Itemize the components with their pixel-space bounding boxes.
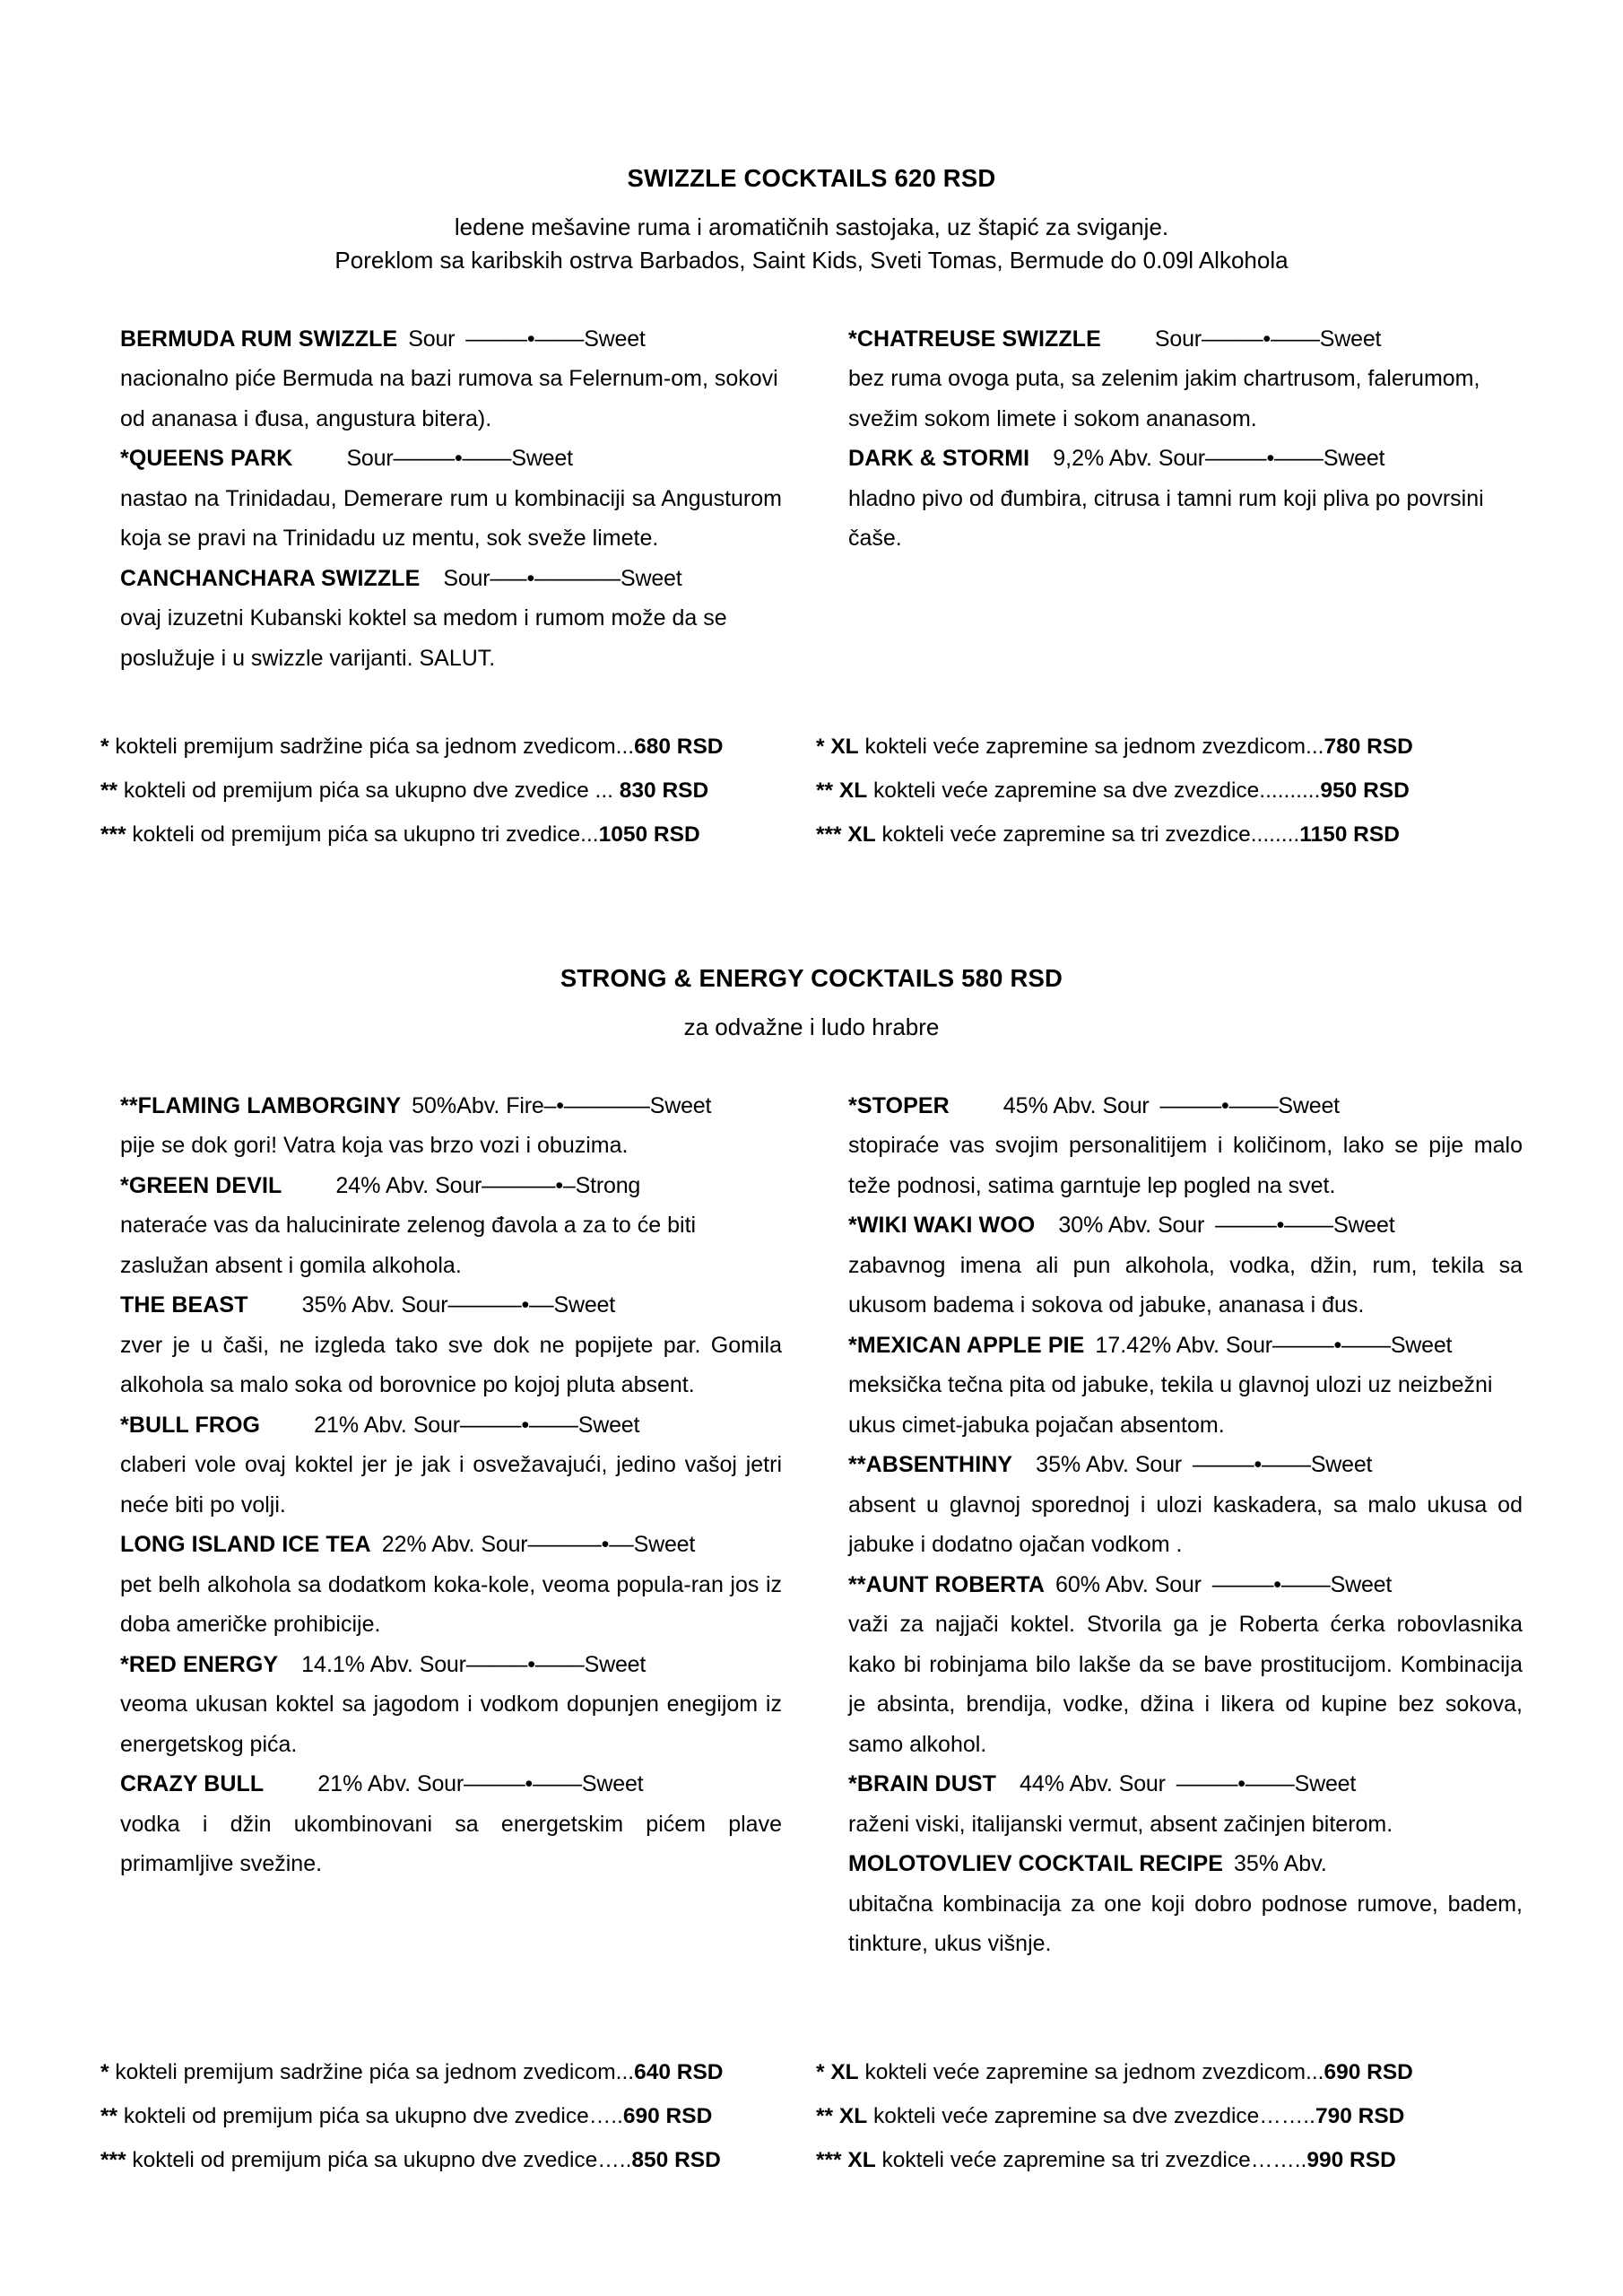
menu-entry xyxy=(848,1086,1523,1206)
menu-entry xyxy=(848,1565,1523,1765)
taste-scale-left-label: Sour xyxy=(419,1651,466,1677)
price-notes-right xyxy=(816,2050,1523,2182)
price-note-stars: *** xyxy=(100,2147,126,2172)
menu-entry-abv: 17.42% Abv. xyxy=(1095,1332,1219,1358)
menu-entry xyxy=(120,1405,782,1526)
menu-entry-description: stopiraće vas svojim personalitijem i količinom, lako se pije malo teže podnosi, satima garntuje lep pogled na svet. xyxy=(848,1133,1523,1198)
menu-entry-abv: 45% Abv. xyxy=(1002,1092,1097,1118)
taste-scale-right-label: Sweet xyxy=(1319,326,1382,352)
price-note-text: kokteli od premijum pića sa ukupno dve zvedice ... xyxy=(117,778,620,804)
taste-scale-right-label: Sweet xyxy=(1330,1571,1393,1597)
price-note-text: kokteli premijum sadržine pića sa jednom zvedicom... xyxy=(108,2059,635,2084)
price-note-text: kokteli veće zapremine sa jednom zvezdicom... xyxy=(858,2059,1324,2084)
menu-entry-description: absent u glavnoj sporednoj i ulozi kaskadera, sa malo ukusa od jabuke i dodatno ojačan vodkom . xyxy=(848,1492,1523,1558)
taste-scale-left-label: Sour xyxy=(1225,1332,1272,1358)
section-header-strong-energy xyxy=(100,966,1523,1044)
menu-entry-abv: 22% Abv. xyxy=(381,1532,475,1558)
menu-entry-description: ubitačna kombinacija za one koji dobro podnose rumove, badem, tinkture, ukus višnje. xyxy=(848,1891,1523,1957)
price-note-stars: *** xyxy=(815,822,842,848)
menu-entry xyxy=(120,1285,782,1405)
menu-entry-header xyxy=(120,1285,782,1326)
menu-entry-name: *STOPER xyxy=(848,1092,950,1118)
price-note-size-label: XL xyxy=(841,2147,876,2172)
taste-scale-marker: –––––•–––– xyxy=(1204,446,1324,472)
menu-entry-abv: 21% Abv. xyxy=(317,1771,412,1797)
section-header-swizzle xyxy=(100,166,1523,278)
menu-entry xyxy=(848,1844,1523,1964)
price-note-text: kokteli veće zapremine sa tri zvezdice........ xyxy=(875,822,1300,848)
menu-entry-abv: 35% Abv. xyxy=(301,1292,395,1318)
taste-scale-right-label: Sweet xyxy=(1310,1452,1373,1478)
menu-entry-name: *GREEN DEVIL xyxy=(120,1172,282,1198)
price-note-stars: ** xyxy=(815,778,834,804)
taste-scale-marker: –––––•–––– xyxy=(1215,1213,1333,1239)
taste-scale-marker: –––––•–––– xyxy=(1159,1092,1279,1118)
menu-entry-name: **AUNT ROBERTA xyxy=(848,1571,1045,1597)
price-note-line xyxy=(100,725,816,769)
menu-entry-name: DARK & STORMI xyxy=(848,446,1030,472)
menu-entry xyxy=(120,1525,782,1645)
price-note-size-label: XL xyxy=(824,2059,859,2084)
section-body-swizzle xyxy=(100,319,1523,679)
menu-entry-name: *WIKI WAKI WOO xyxy=(848,1213,1036,1239)
taste-scale-left-label: Sour xyxy=(346,446,394,472)
taste-scale-left-label: Sour xyxy=(417,1771,464,1797)
menu-entry-header xyxy=(848,1445,1523,1485)
price-note-size-label: XL xyxy=(833,778,868,804)
menu-entry-name: THE BEAST xyxy=(120,1292,248,1318)
price-note-price: 690 RSD xyxy=(1324,2059,1413,2084)
menu-entry-name: *BRAIN DUST xyxy=(848,1771,996,1797)
taste-scale-right-label: Sweet xyxy=(1323,446,1385,472)
taste-scale-right-label: Sweet xyxy=(511,446,573,472)
price-note-line xyxy=(816,2138,1523,2182)
price-note-stars: ** xyxy=(100,2103,118,2128)
menu-entry-header xyxy=(848,1844,1523,1884)
menu-entry-description: zabavnog imena ali pun alkohola, vodka, džin, rum, tekila sa ukusom badema i sokova od jabuke, ananasa i đus. xyxy=(848,1252,1523,1318)
price-notes-left xyxy=(100,2050,816,2182)
section-body-strong-energy xyxy=(100,1086,1523,1964)
menu-entry-name: BERMUDA RUM SWIZZLE xyxy=(120,326,398,352)
price-note-line xyxy=(816,725,1523,769)
taste-scale-right-label: Sweet xyxy=(1390,1332,1453,1358)
taste-scale-marker: –––––•–––– xyxy=(1201,326,1320,352)
section-spacer xyxy=(100,857,1523,966)
section-subtitle-line-2: Poreklom sa karibskih ostrva Barbados, Saint Kids, Sveti Tomas, Bermude do 0.09l Alkohola xyxy=(334,247,1289,274)
menu-entry xyxy=(120,439,782,559)
price-note-price: 1050 RSD xyxy=(598,822,700,848)
column-right xyxy=(841,1086,1523,1964)
price-note-text: kokteli veće zapremine sa dve zvezdice…….. xyxy=(867,2103,1315,2128)
section-title: STRONG & ENERGY COCKTAILS 580 RSD xyxy=(560,964,1063,993)
price-notes-swizzle xyxy=(100,725,1523,857)
price-note-price: 680 RSD xyxy=(634,735,724,760)
price-note-size-label: XL xyxy=(824,735,859,760)
menu-entry-description: vodka i džin ukombinovani sa energetskim pićem plave primamljive svežine. xyxy=(120,1811,782,1877)
menu-entry-header xyxy=(120,439,782,479)
menu-entry-name: *BULL FROG xyxy=(120,1412,261,1438)
taste-scale-marker: ––––––•– xyxy=(482,1172,576,1198)
taste-scale-left-label: Sour xyxy=(408,326,456,352)
price-note-text: kokteli veće zapremine sa jednom zvezdicom... xyxy=(858,735,1324,760)
taste-scale-marker: –––––•–––– xyxy=(464,1771,582,1797)
menu-entry-abv: 50%Abv. xyxy=(412,1092,500,1118)
taste-scale-left-label: Sour xyxy=(443,565,490,591)
menu-entry-header xyxy=(848,1764,1523,1805)
taste-scale-marker: ––––––•–– xyxy=(527,1532,634,1558)
menu-entry xyxy=(120,1086,782,1166)
price-note-stars: * xyxy=(815,2059,825,2084)
price-note-line xyxy=(100,2050,816,2094)
menu-entry-abv: 35% Abv. xyxy=(1036,1452,1129,1478)
menu-entry-header xyxy=(120,559,782,599)
menu-entry xyxy=(848,1764,1523,1844)
price-note-line xyxy=(816,769,1523,813)
section-title: SWIZZLE COCKTAILS 620 RSD xyxy=(627,164,996,192)
price-note-text: kokteli veće zapremine sa tri zvezdice…….. xyxy=(875,2147,1307,2172)
menu-entry-header xyxy=(120,319,782,360)
taste-scale-right-label: Sweet xyxy=(1278,1092,1340,1118)
taste-scale-right-label: Strong xyxy=(575,1172,641,1198)
section-subtitle-line-1: ledene mešavine ruma i aromatičnih sastojaka, uz štapić za sviganje. xyxy=(454,213,1169,240)
menu-entry-description: zver je u čaši, ne izgleda tako sve dok ne popijete par. Gomila alkohola sa malo soka od borovnice po kojoj pluta absent. xyxy=(120,1332,782,1398)
menu-entry-abv: 24% Abv. xyxy=(335,1172,430,1198)
price-note-text: kokteli od premijum pića sa ukupno dve zvedice….. xyxy=(126,2147,632,2172)
menu-entry xyxy=(120,1645,782,1765)
price-note-price: 790 RSD xyxy=(1315,2103,1405,2128)
menu-entry-abv: 21% Abv. xyxy=(314,1412,407,1438)
price-notes-strong-energy xyxy=(100,2050,1523,2182)
menu-entry-description: ovaj izuzetni Kubanski koktel sa medom i rumom može da se poslužuje i u swizzle varijanti. SALUT. xyxy=(120,605,727,671)
section-subtitle-line-1: za odvažne i ludo hrabre xyxy=(683,1013,940,1040)
taste-scale-left-label: Sour xyxy=(1102,1092,1150,1118)
taste-scale-right-label: Sweet xyxy=(584,326,646,352)
price-note-price: 1150 RSD xyxy=(1299,822,1400,848)
menu-entry-description: pet belh alkohola sa dodatkom koka-kole, veoma popula-ran jos iz doba američke prohibicije. xyxy=(120,1571,782,1638)
price-note-line xyxy=(100,2138,816,2182)
menu-entry-header xyxy=(120,1525,782,1565)
menu-entry-header xyxy=(848,319,1523,360)
price-note-stars: *** xyxy=(100,822,126,848)
taste-scale-right-label: Sweet xyxy=(633,1532,696,1558)
menu-entry-header xyxy=(120,1086,782,1126)
price-note-stars: *** xyxy=(815,2147,842,2172)
menu-entry-name: MOLOTOVLIEV COCKTAIL RECIPE xyxy=(848,1851,1224,1877)
taste-scale-left-label: Sour xyxy=(1154,326,1202,352)
menu-entry xyxy=(120,559,782,679)
menu-entry-abv: 9,2% Abv. xyxy=(1053,446,1152,472)
price-note-stars: * xyxy=(100,2059,109,2084)
price-note-text: kokteli od premijum pića sa ukupno dve zvedice….. xyxy=(117,2103,623,2128)
price-note-size-label: XL xyxy=(841,822,876,848)
price-note-price: 780 RSD xyxy=(1324,735,1413,760)
price-note-price: 830 RSD xyxy=(619,778,709,804)
menu-entry-description: nastao na Trinidadau, Demerare rum u kombinaciji sa Angusturom koja se pravi na Trinidadu uz mentu, sok sveže limete. xyxy=(120,485,782,552)
taste-scale-marker: –––––•–––– xyxy=(1211,1571,1331,1597)
menu-entry xyxy=(848,1205,1523,1326)
taste-scale-left-label: Sour xyxy=(1158,446,1205,472)
menu-entry-name: **FLAMING LAMBORGINY xyxy=(120,1092,402,1118)
menu-entry xyxy=(848,1326,1523,1446)
menu-entry xyxy=(848,1445,1523,1565)
menu-entry-description: veoma ukusan koktel sa jagodom i vodkom dopunjen enegijom iz energetskog pića. xyxy=(120,1692,782,1757)
taste-scale-right-label: Sweet xyxy=(620,565,682,591)
menu-entry xyxy=(120,1764,782,1884)
menu-entry-description: pije se dok gori! Vatra koja vas brzo vozi i obuzima. xyxy=(120,1133,629,1159)
menu-entry-header xyxy=(848,1326,1523,1366)
taste-scale-marker: ––––––•–– xyxy=(447,1292,554,1318)
menu-entry-description: claberi vole ovaj koktel jer je jak i osvežavajući, jedino vašoj jetri neće biti po volji. xyxy=(120,1452,782,1518)
menu-entry xyxy=(848,319,1523,439)
taste-scale-left-label: Fire xyxy=(506,1092,544,1118)
taste-scale-marker: –––––•–––– xyxy=(393,446,512,472)
taste-scale-marker: –––––•–––– xyxy=(465,326,585,352)
price-note-line xyxy=(100,813,816,857)
menu-entry-name: *RED ENERGY xyxy=(120,1651,279,1677)
menu-entry-name: LONG ISLAND ICE TEA xyxy=(120,1532,371,1558)
taste-scale-left-label: Sour xyxy=(412,1412,460,1438)
taste-scale-marker: –––––•–––– xyxy=(1176,1771,1295,1797)
menu-entry-name: *MEXICAN APPLE PIE xyxy=(848,1332,1085,1358)
menu-entry-name: CANCHANCHARA SWIZZLE xyxy=(120,565,421,591)
price-notes-right xyxy=(816,725,1523,857)
section-spacer xyxy=(100,1964,1523,2050)
price-note-price: 850 RSD xyxy=(631,2147,721,2172)
column-left xyxy=(100,1086,782,1884)
price-note-price: 990 RSD xyxy=(1306,2147,1396,2172)
taste-scale-right-label: Sweet xyxy=(584,1651,647,1677)
price-note-line xyxy=(100,769,816,813)
taste-scale-left-label: Sour xyxy=(1134,1452,1182,1478)
menu-entry xyxy=(120,1166,782,1286)
taste-scale-right-label: Sweet xyxy=(1294,1771,1357,1797)
menu-entry-description: bez ruma ovoga puta, sa zelenim jakim chartrusom, falerumom, svežim sokom limete i sokom ananasom. xyxy=(848,366,1480,431)
taste-scale-left-label: Sour xyxy=(481,1532,528,1558)
column-right xyxy=(841,319,1523,559)
taste-scale-marker: –––•––––––– xyxy=(490,565,621,591)
taste-scale-right-label: Sweet xyxy=(581,1771,644,1797)
taste-scale-right-label: Sweet xyxy=(649,1092,712,1118)
price-note-line xyxy=(100,2094,816,2138)
taste-scale-marker: –•––––––– xyxy=(543,1092,650,1118)
taste-scale-marker: –––––•–––– xyxy=(1271,1332,1391,1358)
menu-entry-header xyxy=(120,1166,782,1206)
menu-entry-header xyxy=(848,439,1523,479)
taste-scale-marker: –––––•–––– xyxy=(1192,1452,1311,1478)
taste-scale-left-label: Sour xyxy=(1118,1771,1166,1797)
menu-entry-abv: 60% Abv. xyxy=(1055,1571,1149,1597)
taste-scale-left-label: Sour xyxy=(1158,1213,1205,1239)
price-note-stars: * xyxy=(815,735,825,760)
taste-scale-left-label: Sour xyxy=(1154,1571,1202,1597)
menu-entry-description: raženi viski, italijanski vermut, absent začinjen biterom. xyxy=(848,1811,1393,1837)
menu-entry-name: *CHATREUSE SWIZZLE xyxy=(848,326,1101,352)
menu-entry xyxy=(120,319,782,439)
taste-scale-right-label: Sweet xyxy=(553,1292,615,1318)
price-note-price: 690 RSD xyxy=(622,2103,713,2128)
taste-scale-right-label: Sweet xyxy=(577,1412,640,1438)
menu-entry-description: važi za najjači koktel. Stvorila ga je Roberta ćerka robovlasnika kako bi robinjama bilo lakše da se bave prostitucijom. Kombinacija je absinta, brendija, vodke, džina i likera od kupine bez sokova, samo alkohol. xyxy=(848,1612,1523,1757)
price-note-line xyxy=(816,2094,1523,2138)
taste-scale-left-label: Sour xyxy=(435,1172,482,1198)
menu-entry-header xyxy=(120,1645,782,1685)
price-note-stars: * xyxy=(100,735,109,760)
taste-scale-marker: –––––•–––– xyxy=(459,1412,578,1438)
price-note-text: kokteli od premijum pića sa ukupno tri zvedice... xyxy=(126,822,599,848)
price-note-size-label: XL xyxy=(833,2103,868,2128)
price-note-price: 640 RSD xyxy=(634,2059,724,2084)
price-note-line xyxy=(816,813,1523,857)
column-left xyxy=(100,319,782,679)
price-note-price: 950 RSD xyxy=(1320,778,1410,804)
menu-entry-abv: 44% Abv. xyxy=(1020,1771,1113,1797)
menu-entry xyxy=(848,439,1523,559)
menu-entry-header xyxy=(848,1086,1523,1126)
menu-entry-header xyxy=(848,1565,1523,1605)
taste-scale-right-label: Sweet xyxy=(1332,1213,1395,1239)
price-note-text: kokteli veće zapremine sa dve zvezdice.......... xyxy=(867,778,1321,804)
menu-entry-header xyxy=(120,1764,782,1805)
menu-entry-description: nacionalno piće Bermuda na bazi rumova sa Felernum-om, sokovi od ananasa i đusa, angustura bitera). xyxy=(120,366,778,431)
price-notes-left xyxy=(100,725,816,857)
menu-entry-header xyxy=(848,1205,1523,1246)
taste-scale-left-label: Sour xyxy=(401,1292,448,1318)
price-note-stars: ** xyxy=(100,778,118,804)
menu-entry-name: CRAZY BULL xyxy=(120,1771,265,1797)
menu-entry-name: **ABSENTHINY xyxy=(848,1452,1013,1478)
menu-entry-description: hladno pivo od đumbira, citrusa i tamni rum koji pliva po povrsini čaše. xyxy=(848,485,1484,552)
price-note-stars: ** xyxy=(815,2103,834,2128)
menu-entry-header xyxy=(120,1405,782,1446)
menu-entry-name: *QUEENS PARK xyxy=(120,446,293,472)
menu-entry-abv: 14.1% Abv. xyxy=(301,1651,413,1677)
taste-scale-marker: –––––•–––– xyxy=(465,1651,585,1677)
price-note-line xyxy=(816,2050,1523,2094)
menu-entry-description: nateraće vas da halucinirate zelenog đavola a za to će biti zaslužan absent i gomila alkohola. xyxy=(120,1213,697,1278)
menu-entry-description: meksička tečna pita od jabuke, tekila u glavnoj ulozi uz neizbežni ukus cimet-jabuka pojačan absentom. xyxy=(848,1372,1493,1438)
menu-entry-abv: 30% Abv. xyxy=(1058,1213,1152,1239)
menu-entry-abv: 35% Abv. xyxy=(1234,1851,1327,1877)
price-note-text: kokteli premijum sadržine pića sa jednom zvedicom... xyxy=(108,735,635,760)
